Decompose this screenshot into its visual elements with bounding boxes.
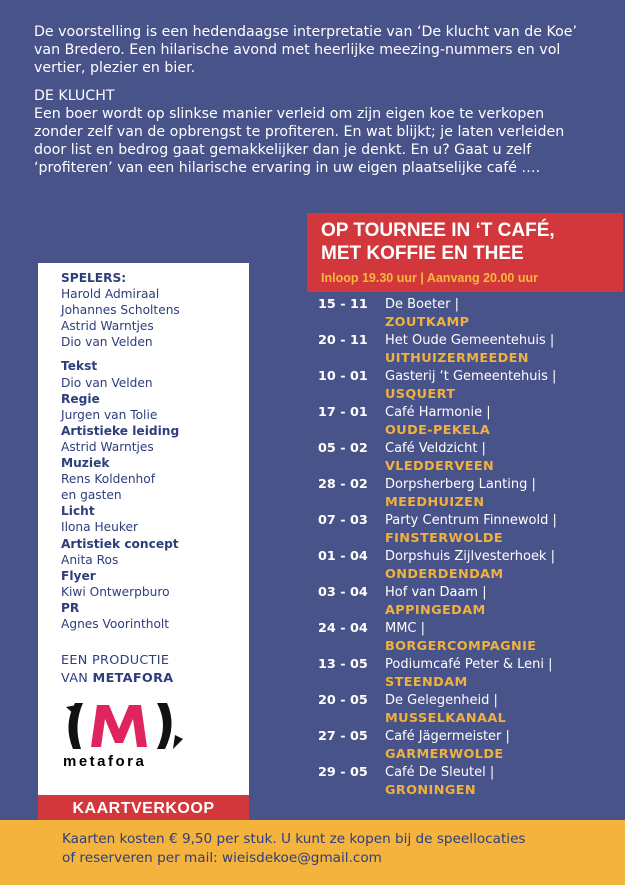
credit-person: Jurgen van Tolie — [61, 407, 158, 422]
tour-location — [385, 404, 491, 440]
metafora-logo-word: metafora — [63, 753, 147, 771]
tour-date-row — [318, 620, 623, 656]
tour-date-row — [318, 692, 623, 728]
tour-location — [385, 728, 510, 764]
tour-location — [385, 296, 469, 332]
tour-date: 29 - 05 — [318, 765, 368, 780]
tour-location — [385, 584, 487, 620]
credit-role: Muziek — [61, 456, 110, 471]
footer-line2: of reserveren per mail: wieisdekoe@gmail.com — [62, 849, 382, 866]
tour-date: 27 - 05 — [318, 729, 368, 744]
banner-title-line1: OP TOURNEE IN ‘T CAFÉ, — [321, 220, 555, 241]
credit-person: Kiwi Ontwerpburo — [61, 584, 170, 599]
metafora-logo — [61, 695, 191, 770]
intro-heading: DE KLUCHT — [34, 88, 115, 105]
credit-role: Licht — [61, 504, 95, 519]
tour-date-row — [318, 440, 623, 476]
tour-venue: Hof van Daam | — [385, 585, 487, 600]
speler-name: Harold Admiraal — [61, 287, 160, 302]
tour-date-row — [318, 584, 623, 620]
productie-credit — [61, 652, 249, 687]
tour-location — [385, 368, 556, 404]
tour-dates-list — [318, 296, 623, 800]
tour-date-row — [318, 548, 623, 584]
tour-town: GARMERWOLDE — [385, 747, 504, 762]
credit-role: Flyer — [61, 568, 96, 583]
intro-paragraph: De voorstelling is een hedendaagse interpretatie van ‘De klucht van de Koe’ van Bredero. Een hilarische avond met heerlijke meezing-nummers en vol vertier, plezier en bier. — [34, 24, 577, 76]
credit-person: Ilona Heuker — [61, 520, 139, 535]
tour-date-row — [318, 368, 623, 404]
tour-location — [385, 440, 494, 476]
credit-person: Dio van Velden — [61, 375, 153, 390]
roles-list — [61, 358, 249, 632]
credit-person: Rens Koldenhof — [61, 472, 156, 487]
tour-date-row — [318, 404, 623, 440]
productie-name: METAFORA — [92, 670, 174, 686]
tour-date: 01 - 04 — [318, 549, 368, 564]
credit-role: PR — [61, 600, 80, 615]
tour-location — [385, 620, 536, 656]
intro-paragraph-klucht: Een boer wordt op slinkse manier verleid om zijn eigen koe te verkopen zonder zelf van de opbrengst te profiteren. En wat blijkt; je laten verleiden door list en bedrog gaat gemakkelijker dan je denkt. En u? Gaat u zelf ‘profiteren’ van een hilarische ervaring in uw eigen plaatselijke café …. — [34, 106, 565, 176]
productie-line1: EEN PRODUCTIE — [61, 653, 170, 669]
banner-title-line2: MET KOFFIE EN THEE — [321, 243, 524, 264]
tour-town: ONDERDENDAM — [385, 567, 504, 582]
tour-town: STEENDAM — [385, 675, 468, 690]
intro-text — [34, 24, 594, 188]
speler-name: Johannes Scholtens — [61, 303, 180, 318]
tour-date-row — [318, 332, 623, 368]
kaartverkoop-label: KAARTVERKOOP — [38, 795, 249, 822]
tour-date: 07 - 03 — [318, 513, 368, 528]
tour-town: VLEDDERVEEN — [385, 459, 495, 474]
tour-date: 24 - 04 — [318, 621, 368, 636]
tour-town: ZOUTKAMP — [385, 315, 470, 330]
tour-date: 10 - 01 — [318, 369, 368, 384]
tour-town: FINSTERWOLDE — [385, 531, 504, 546]
tour-date: 20 - 05 — [318, 693, 368, 708]
tour-date-row — [318, 512, 623, 548]
tour-venue: Café De Sleutel | — [385, 765, 495, 780]
tour-town: MUSSELKANAAL — [385, 711, 507, 726]
tour-location — [385, 476, 536, 512]
tour-venue: MMC | — [385, 621, 426, 636]
credit-role: Regie — [61, 391, 100, 406]
tour-location — [385, 332, 554, 368]
tour-date: 28 - 02 — [318, 477, 368, 492]
tour-date-row — [318, 476, 623, 512]
footer-line1: Kaarten kosten € 9,50 per stuk. U kunt ze kopen bij de speellocaties — [62, 831, 526, 847]
tour-town: USQUERT — [385, 387, 456, 402]
tour-date-row — [318, 656, 623, 692]
tour-date-row — [318, 728, 623, 764]
tour-date-row — [318, 764, 623, 800]
tour-date: 13 - 05 — [318, 657, 368, 672]
tour-venue: Gasterij ‘t Gemeentehuis | — [385, 369, 557, 384]
footer-info — [0, 820, 625, 885]
credit-person: en gasten — [61, 488, 122, 503]
credits-panel — [38, 263, 249, 798]
speler-name: Astrid Warntjes — [61, 319, 154, 334]
tour-date: 17 - 01 — [318, 405, 368, 420]
tour-venue: Party Centrum Finnewold | — [385, 513, 557, 528]
tour-town: UITHUIZERMEEDEN — [385, 351, 529, 366]
tour-town: BORGERCOMPAGNIE — [385, 639, 537, 654]
speler-name: Dio van Velden — [61, 335, 153, 350]
tour-venue: Café Jägermeister | — [385, 729, 510, 744]
tour-venue: Het Oude Gemeentehuis | — [385, 333, 555, 348]
credit-role: Artistiek concept — [61, 536, 179, 551]
tour-venue: De Boeter | — [385, 297, 459, 312]
tour-venue: Dorpsherberg Lanting | — [385, 477, 536, 492]
credit-person: Agnes Voorintholt — [61, 616, 170, 631]
tour-town: APPINGEDAM — [385, 603, 486, 618]
tour-venue: Dorpshuis Zijlvesterhoek | — [385, 549, 555, 564]
tour-location — [385, 692, 506, 728]
credit-role: Tekst — [61, 359, 98, 374]
tour-location — [385, 512, 557, 548]
tour-location — [385, 656, 553, 692]
metafora-logo-mark — [61, 695, 191, 755]
credit-person: Anita Ros — [61, 552, 119, 567]
tour-location — [385, 764, 494, 800]
tour-town: OUDE-PEKELA — [385, 423, 491, 438]
tour-date: 20 - 11 — [318, 333, 368, 348]
tour-date: 15 - 11 — [318, 297, 368, 312]
tour-date: 05 - 02 — [318, 441, 368, 456]
tour-venue: Café Harmonie | — [385, 405, 491, 420]
tour-date-row — [318, 296, 623, 332]
credit-person: Astrid Warntjes — [61, 439, 154, 454]
credit-role: Artistieke leiding — [61, 423, 180, 438]
tour-venue: De Gelegenheid | — [385, 693, 498, 708]
tour-venue: Café Veldzicht | — [385, 441, 486, 456]
productie-van: VAN — [61, 670, 89, 686]
spelers-heading: SPELERS: — [61, 271, 127, 285]
tour-town: GRONINGEN — [385, 783, 476, 798]
tour-banner — [307, 213, 623, 292]
tour-date: 03 - 04 — [318, 585, 368, 600]
tour-location — [385, 548, 555, 584]
tour-venue: Podiumcafé Peter & Leni | — [385, 657, 553, 672]
spelers-list — [61, 286, 249, 350]
tour-town: MEEDHUIZEN — [385, 495, 485, 510]
banner-times: Inloop 19.30 uur | Aanvang 20.00 uur — [321, 271, 538, 285]
